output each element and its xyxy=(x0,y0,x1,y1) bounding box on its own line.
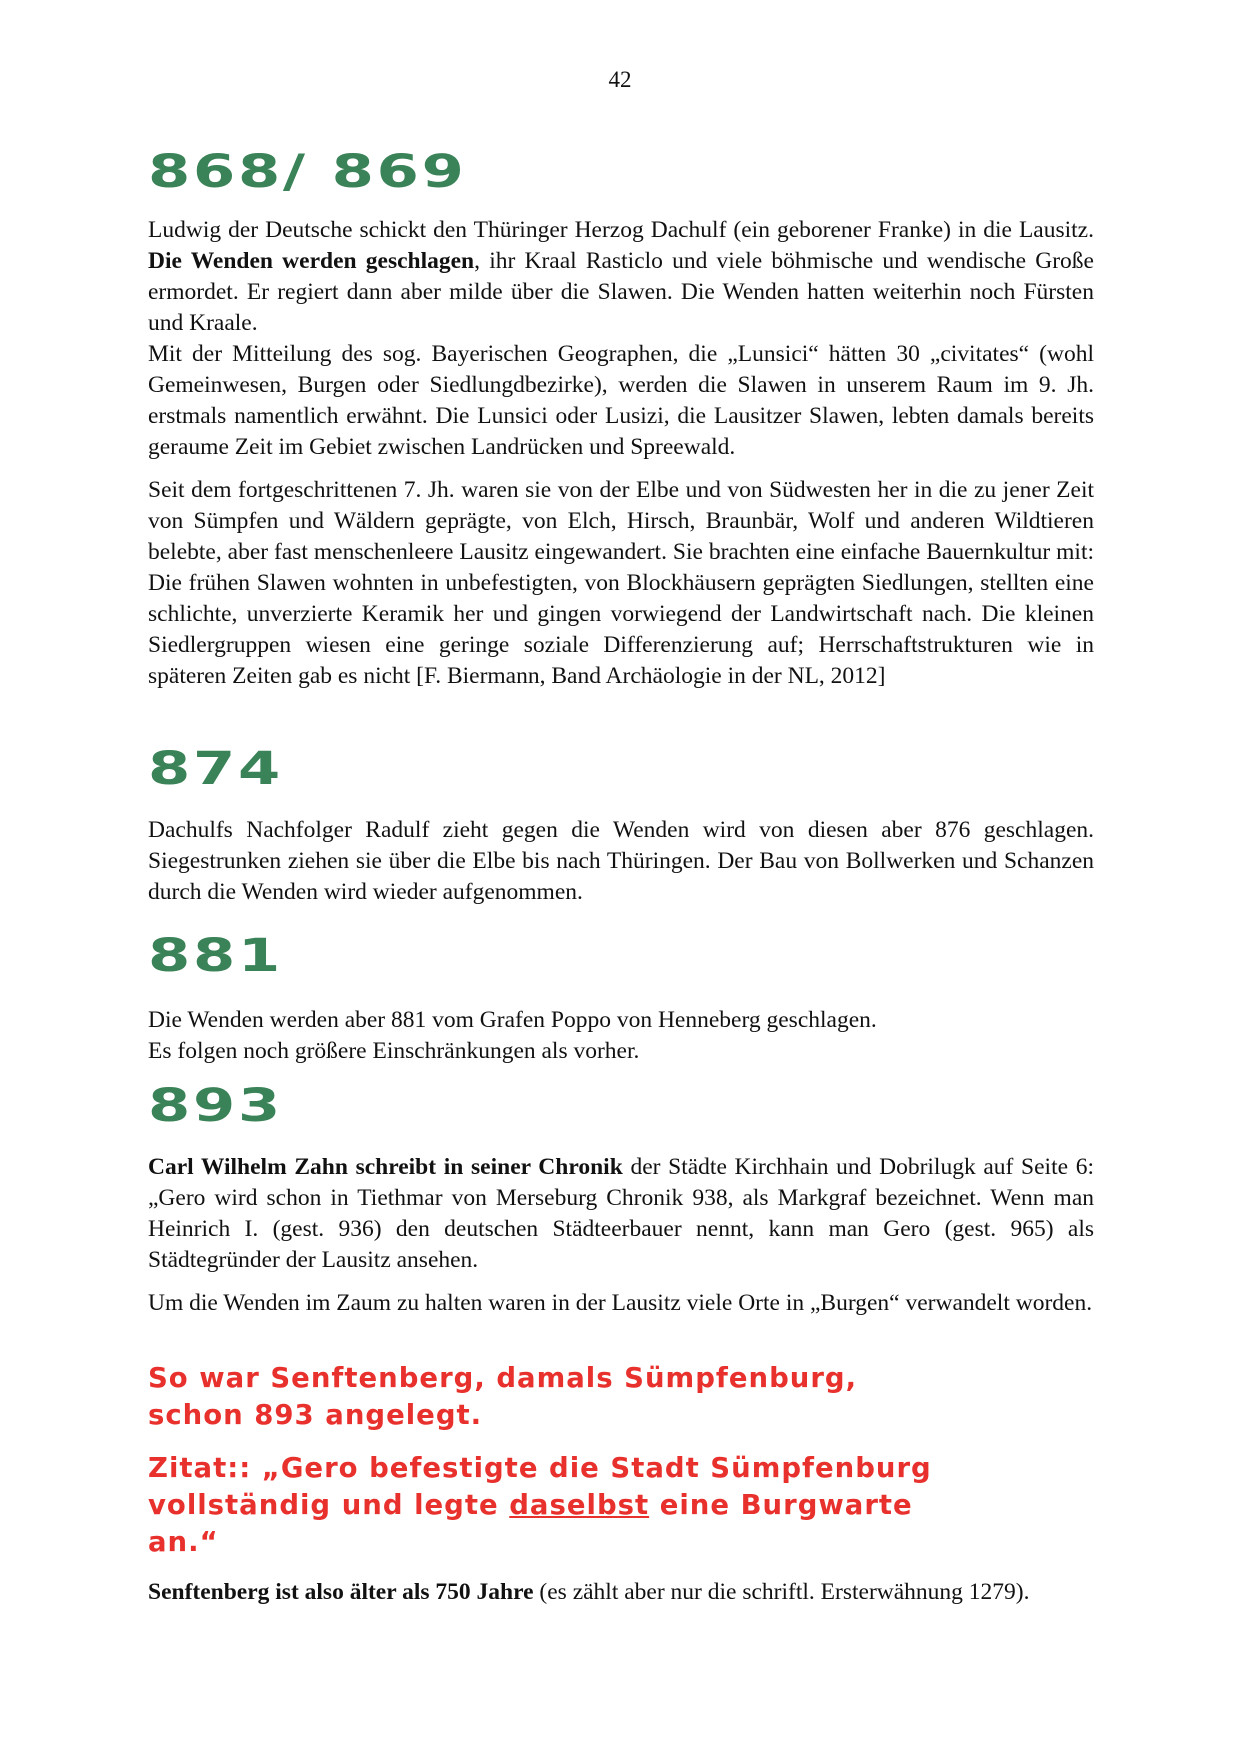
section-874-text xyxy=(148,815,1094,908)
highlight-zitat xyxy=(148,1450,1094,1561)
highlight-line: So war Senftenberg, damals Sümpfenburg, xyxy=(148,1362,858,1394)
highlight-line: Zitat:: „Gero befestigte die Stadt Sümpfenburg xyxy=(148,1452,932,1484)
paragraph-slawen: Seit dem fortgeschrittenen 7. Jh. waren sie von der Elbe und von Südwesten her in die zu jener Zeit von Sümpfen und Wäldern geprägte, von Elch, Hirsch, Braunbär, Wolf und anderen Wildtieren belebte, aber fast menschenleere Lausitz eingewandert. Sie brachten eine einfache Bauernkultur mit: Die frühen Slawen wohnten in unbefestigten, von Blockhäusern geprägten Siedlungen, stellten eine schlichte, unverzierte Keramik her und gingen vorwiegend der Landwirtschaft nach. Die kleinen Siedlergruppen wiesen eine geringe soziale Differenzierung auf; Herrschaftstrukturen wie in späteren Zeiten gab es nicht [F. Biermann, Band Archäologie in der NL, 2012] xyxy=(148,477,1094,689)
paragraph-zahn: Carl Wilhelm Zahn schreibt in seiner Chronik der Städte Kirchhain und Dobrilugk auf Seite 6: „Gero wird schon in Tiethmar von Merseburg Chronik 938, als Markgraf bezeichnet. Wenn man Heinrich I. (gest. 936) den deutschen Städteerbauer nennt, kann man Gero (gest. 965) als Städtegründer der Lausitz ansehen. xyxy=(148,1154,1094,1273)
paragraph-radulf: Dachulfs Nachfolger Radulf zieht gegen die Wenden wird von diesen aber 876 geschlagen. Siegestrunken ziehen sie über die Elbe bis nach Thüringen. Der Bau von Bollwerken und Schanzen durch die Wenden wird wieder aufgenommen. xyxy=(148,817,1094,905)
paragraph-dachulf: Ludwig der Deutsche schickt den Thüringer Herzog Dachulf (ein geborener Franke) in die Lausitz. Die Wenden werden geschlagen, ihr Kraal Rasticlo und viele böhmische und wendische Große ermordet. Er regiert dann aber milde über die Slawen. Die Wenden hatten weiterhin noch Fürsten und Kraale. xyxy=(148,217,1094,336)
section-881-text xyxy=(148,1005,1094,1067)
paragraph-burgen: Um die Wenden im Zaum zu halten waren in der Lausitz viele Orte in „Burgen“ verwandelt worden. xyxy=(148,1290,1093,1316)
year-heading-893: 893 xyxy=(148,1079,283,1132)
underlined-word: daselbst xyxy=(509,1489,650,1521)
bold-phrase: Die Wenden werden geschlagen xyxy=(148,248,475,274)
year-heading-881: 881 xyxy=(148,929,283,982)
page-number: 42 xyxy=(608,67,632,92)
bold-phrase: Carl Wilhelm Zahn schreibt in seiner Chronik xyxy=(148,1154,623,1180)
highlight-senftenberg xyxy=(148,1360,1094,1434)
year-heading-874: 874 xyxy=(148,742,283,795)
line-poppo: Die Wenden werden aber 881 vom Grafen Poppo von Henneberg geschlagen. xyxy=(148,1007,877,1033)
final-statement: Senftenberg ist also älter als 750 Jahre (es zählt aber nur die schriftl. Ersterwähnung 1279). xyxy=(148,1579,1030,1605)
line-einschraenkungen: Es folgen noch größere Einschränkungen als vorher. xyxy=(148,1038,640,1064)
highlight-line: schon 893 angelegt. xyxy=(148,1399,483,1431)
highlight-line: an.“ xyxy=(148,1526,219,1558)
year-heading-868: 868/ 869 xyxy=(148,145,467,198)
section-893-text xyxy=(148,1152,1094,1319)
paragraph-lunsici: Mit der Mitteilung des sog. Bayerischen Geographen, die „Lunsici“ hätten 30 „civitates“ (wohl Gemeinwesen, Burgen oder Siedlungdbezirke), werden die Slawen in unserem Raum im 9. Jh. erstmals namentlich erwähnt. Die Lunsici oder Lusizi, die Lausitzer Slawen, lebten damals bereits geraume Zeit im Gebiet zwischen Landrücken und Spreewald. xyxy=(148,341,1094,460)
section-868-text xyxy=(148,215,1094,692)
bold-phrase: Senftenberg ist also älter als 750 Jahre xyxy=(148,1579,534,1605)
highlight-line: vollständig und legte daselbst eine Burgwarte xyxy=(148,1489,913,1521)
